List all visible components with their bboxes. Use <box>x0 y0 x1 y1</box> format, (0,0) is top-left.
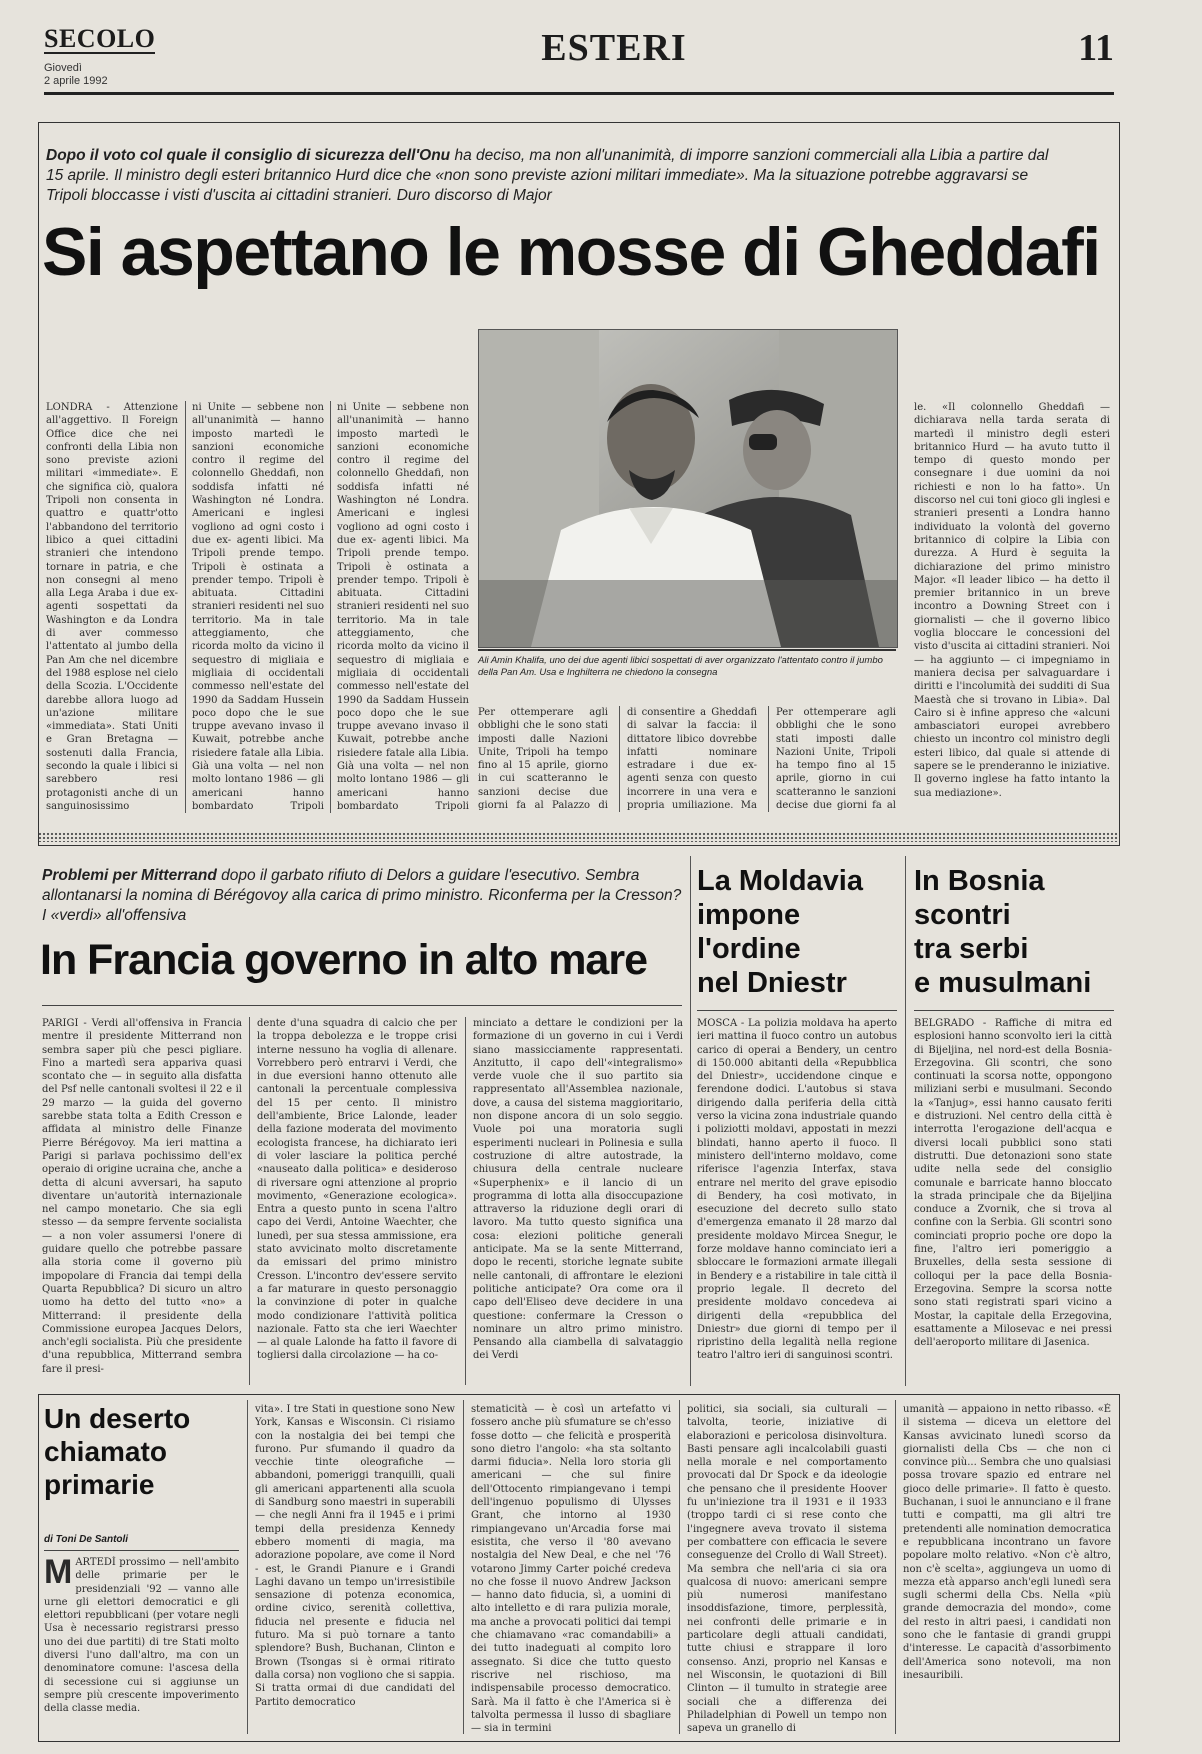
libya-column-4: di consentire a Gheddafi di salvar la faccia: il dittatore libico dovrebbe infatti nominare estradare i due ex- agenti senza con questo incorrere in una vera e propria umiliazione. Ma <box>627 707 757 812</box>
column-rule <box>768 706 769 812</box>
caption-rule <box>478 649 896 651</box>
bosnia-rule <box>914 1010 1114 1011</box>
france-rule <box>42 1005 682 1006</box>
primaries-column-4: politici, sia sociali, sia culturali — talvolta, teorie, iniziative di elaborazioni e pericolosa disinvoltura. Basti pensare agli incalcolabili guasti nella morale e nel comportamento provocati dal Dr Spock e da ideologie che pensano che il presidente Hoover fu un'iniezione tra il 1931 e il 1933 (troppo tardi ci si rese conto che l'ingegnere aveva trovato il sistema per combattere con efficacia le severe conseguenze del Crollo di Wall Street). Ma sembra che nell'aria ci sia ora qualcosa di nuovo: americani sempre più numerosi manifestano insoddisfazione, timore, perplessità, nei confronti delle primarie e in particolare degli attuali candidati, tutte chiusi e strappare il loro consenso. Anzi, proprio nel Kansas e nel Wisconsin, le quotazioni di Bill Clinton — il tumulto in strategie aree sociali che a differenza dei Philadelphian di Powell un tempo non sapeva un granello di <box>687 1404 887 1734</box>
libya-column-1: LONDRA - Attenzione all'aggettivo. Il Foreign Office dice che nei confronti della Libia non sono previste azioni militari «immediate». E che significa ciò, qualora Tripoli non consenta in quattro e quattr'otto l'abbandono del territorio libico a quei cittadini stranieri che intendono tornare in patria, e che non consegni al meno alla Lega Araba i due ex- agenti sospettati da Washington e da Londra di aver commesso l'attentato al jumbo della Pan Am che nel dicembre del 1988 esplose nel cielo della Scozia. L'Occidente darebbe allora luogo ad un'azione militare «immediata». Stati Uniti e Gran Bretagna — sostenuti dalla Francia, secondo la quale i libici si sarebbero resi protagonisti anche di un sanguinosissimo <box>46 402 178 811</box>
primaries-headline-line-2: chiamato <box>44 1436 167 1467</box>
issue-day: Giovedì <box>44 62 82 74</box>
column-rule <box>463 1400 464 1734</box>
primaries-byline: di Toni De Santoli <box>44 1534 129 1545</box>
issue-date: 2 aprile 1992 <box>44 75 108 87</box>
primaries-column-3: stematicità — è così un artefatto vi fossero anche più sfumature se ch'esso fosse dotto — che felicità e prosperità sono dietro l'angolo: «ha sta soltanto darmi fiducia». Nella loro storia gli americani — che sul finire dell'Ottocento rimpiangevano i tempi dell'ingenuo populismo di Ulysses Grant, che intorno al 1930 rimpiangevano un'Arcadia forse mai esistita, che verso il '80 avevano nostalgia del New Deal, e che nel '76 votarono Jimmy Carter poiché credeva no che fosse il nuovo Andrew Jackson — hanno dato fiducia, sì, a uomini di alto intelletto e di rara pulizia morale, ma anche a provocati politici dai tempi che chiamavano «rac comandabili» a dei tutto inadeguati al compito loro assegnato. Si dice che tutto questo riscrive nel rischioso, ma indispensabile processo democratico. Sarà. Ma il fatto è che l'America si è talvolta permessa il lusso di sbagliare — sia in termini <box>471 1404 671 1734</box>
column-rule <box>330 401 331 813</box>
photo-caption: Ali Amin Khalifa, uno dei due agenti libici sospettati di aver organizzato l'attentato contro il jumbo della Pan Am. Usa e Inghilterra ne chiedono la consegna <box>478 655 883 678</box>
column-rule <box>619 706 620 812</box>
primaries-headline-line-1: Un deserto <box>44 1403 191 1434</box>
moldova-body: MOSCA - La polizia moldava ha aperto ieri mattina il fuoco contro un autobus carico di operai a Bendery, un centro di 150.000 abitanti della «Repubblica del Dniestr», uccidendone cinque e ferendone dodici. L'autobus si stava dirigendo dalla periferia della città verso la vicina zona industriale quando i poliziotti moldavi, appostati in mezzi blindati, hanno aperto il fuoco. Il ministero dell'interno moldavo, come riferisce l'agenzia Interfax, stava entrare nel merito del grave episodio di Bendery, ha così motivato, in esecuzione del decreto sullo stato d'emergenza emanato il 28 marzo dal presidente moldavo Mircea Snegur, le forze moldave hanno cominciato ieri a sbloccare le formazioni armate illegali in Bendery e a ristabilire in tale città il proprio legale. Il decreto del presidente moldavo concedeva ai dirigenti della «repubblica del Dniestr» due giorni di tempo per il ripristino della legalità nella regione teatro l'altro ieri di sanguinosi scontri. <box>697 1018 897 1362</box>
column-rule <box>690 856 691 1386</box>
bosnia-body: BELGRADO - Raffiche di mitra ed esplosioni hanno sconvolto ieri la città di Bijeljina, nel nord-est della Bosnia-Erzegovina. Gli scontri, che sono continuati la scorsa notte, oppongono miliziani serbi e musulmani. Secondo la «Tanjug», essi hanno causato feriti e distruzioni. Nel centro della città è interrotta l'erogazione dell'acqua e diversi locali pubblici sono stati distrutti. Due detonazioni sono state udite nella sede del consiglio comunale e barricate hanno bloccato la strada principale che da Bijeljina conduce a Zvornik, che si trova al confine con la Serbia. Gli scontri sono cominciati proprio poche ore dopo la fine, l'altro ieri pomeriggio a Bruxelles, della sesta sessione di colloqui per la pace della Bosnia-Erzegovina. Sempre la scorsa notte sono stati registrati spari vicino a Mostar, la capitale della Erzegovina, esattamente a Milosevac e nei pressi dell'aeroporto militare di Jasenica. <box>914 1018 1112 1349</box>
column-rule <box>465 1017 466 1385</box>
moldova-headline-line-3: l'ordine <box>697 933 801 965</box>
masthead <box>44 22 1114 95</box>
bosnia-headline-line-1: In Bosnia <box>914 865 1045 897</box>
column-rule <box>247 1400 248 1734</box>
byline-rule <box>44 1550 239 1551</box>
france-headline: In Francia governo in alto mare <box>40 936 647 984</box>
libya-kicker-text: ha deciso, ma non all'unanimità, di imporre sanzioni commerciali alla Libia a partire dal 15 aprile. Il ministro degli esteri britannico Hurd dice che «non sono previste azioni militari immediate». Ma la situazione potrebbe aggravarsi se Tripoli bloccasse i visti d'uscita ai cittadini stranieri. Duro discorso di Major <box>46 147 1049 204</box>
column-rule <box>895 1400 896 1734</box>
france-kicker <box>42 866 687 926</box>
libya-column-4b: Per ottemperare agli obblighi che le sono stati imposti dalle Nazioni Unite, Tripoli ha tempo fino al 15 aprile, giorno in cui scatteranno le sanzioni decise due giorni fa al <box>776 707 896 812</box>
column-rule <box>249 1017 250 1385</box>
separator-band <box>38 832 1118 842</box>
libya-column-2b: ni Unite — sebbene non all'unanimità — hanno imposto martedì le sanzioni economiche contro il regime del colonnello Gheddafi, non soddisfa infatti né Washington né Londra. Americani e inglesi vogliono ad ogni costo i due ex- agenti libici. Ma Tripoli prende tempo. Tripoli è ostinata a prender tempo. Tripoli è abituata. Cittadini stranieri residenti nel suo territorio. Ma in tale atteggiamento, che ricorda molto da vicino il sequestro di migliaia e migliaia di occidentali commesso nell'estate del 1990 da Saddam Hussein poco dopo che le sue truppe avevano invaso il Kuwait, potrebbe anche risiedere fatale alla Libia. Già una volta — nel non molto lontano 1986 — gli americani hanno bombardato Tripoli <box>337 402 469 811</box>
france-column-3: minciato a dettare le condizioni per la formazione di un governo in cui i Verdi siano massicciamente rappresentati. Anzitutto, il capo dell'«integralismo» verde vuole che il suo partito sia rappresentato all'Assemblea nazionale, dove, a causa del sistema maggioritario, non dispone ancora di un solo seggio. Vuole poi una moratoria sugli esperimenti nucleari in Polinesia e sulla costruzione di altre autostrade, la chiusura della centrale nucleare «Superphenix» e il lancio di un programma di lotta alla disoccupazione attraverso la riduzione degli orari di lavoro. Ma tutto questo significa una cosa: elezioni politiche generali anticipate. Ma se la sente Mitterrand, dopo le recenti, storiche legnate subite nelle cantonali, di affrontare le elezioni politiche anticipate? Ora come ora il capo dell'Eliseo deve decidere in una questione: confermare la Cresson o nominare un altro primo ministro. Pensando alla ciambella di salvataggio dei Verdi <box>473 1018 683 1362</box>
libya-column-3: Per ottemperare agli obblighi che le sono stati imposti dalle Nazioni Unite, Tripoli ha tempo fino al 15 aprile, giorno in cui scatteranno le sanzioni decise due giorni fa al Palazzo di <box>478 707 608 812</box>
moldova-rule <box>697 1010 897 1011</box>
newspaper-name: SECOLO <box>44 24 156 53</box>
moldova-headline-line-1: La Moldavia <box>697 865 863 897</box>
column-rule <box>185 401 186 813</box>
france-column-1: PARIGI - Verdi all'offensiva in Francia mentre il presidente Mitterrand non sembra saper più che pesci pigliare. Fino a martedì sera appariva quasi scontato che — in seguito alla disfatta del Psf nelle cantonali svoltesi il 22 e il 29 marzo — la guida del governo sarebbe stata tolta a Edith Cresson e affidata al ministro delle Finanze Pierre Bérégovoy. Ma ieri mattina a Parigi si parlava pochissimo dell'ex operaio di origine ucraina che, anche a detta di alcuni avversari, ha saputo diventare un'autorità internazionale nel campo monetario. Che sia egli stesso — da sempre fervente socialista — a non voler assumersi l'onere di guidare quello che potrebbe passare alla storia come il governo più impopolare di Francia dai tempi della Quarta Repubblica? Di sicuro un altro uomo ha detto del tutto «no» a Mitterrand: il presidente della Commissione europea Jacques Delors, anch'egli socialista. Più che presidente d'una repubblica, Mitterrand sembra fare il presi- <box>42 1018 242 1375</box>
drop-cap: M <box>44 1556 73 1591</box>
france-column-2: dente d'una squadra di calcio che per la troppa debolezza e le troppe crisi interne nessuno ha voglia di allenare. Vorrebbero però entrarvi i Verdi, che in due eversioni hanno ottenuto alle cantonali la percentuale complessiva del 15 per cento. Il ministro dell'ambiente, Brice Lalonde, leader della fazione moderata del movimento ecologista francese, ha dichiarato ieri di voler lasciare la politica perché «nauseato dalla politica» e desideroso di riversare ogni attenzione al proprio movimento, «Generazione ecologica». Entra a questo punto in scena l'altro capo dei Verdi, Antoine Waechter, che lunedì, per sua stessa ammissione, era stato avvicinato molto discretamente da emissari del primo ministro Cresson. L'incontro dev'essere servito a far maturare in questo personaggio la convinzione di poter in qualche modo condizionare l'attività politica nazionale. Fatto sta che ieri Waechter — al quale Lalonde ha fatto il favore di togliersi dalla circolazione — ha co- <box>257 1018 457 1362</box>
libya-kicker <box>46 146 1066 206</box>
primaries-column-1-text: ARTEDÌ prossimo — nell'ambito delle primarie per le presidenziali '92 — vanno alle urne gli elettori democratici e gli elettori repubblicani (per votare negli Usa è necessario registrarsi presso uno dei due partiti) di tre Stati molto diversi l'uno dall'altro, ma con un denominatore comune: l'ascesa della di secessione cui si aggiunse un sempre più crescente impoverimento della classe media. <box>44 1557 239 1715</box>
bosnia-headline-line-4: e musulmani <box>914 967 1092 999</box>
moldova-headline-line-4: nel Dniestr <box>697 967 847 999</box>
column-rule <box>905 856 906 1386</box>
moldova-headline-line-2: impone <box>697 899 801 931</box>
page-number: 11 <box>1078 27 1114 69</box>
bosnia-headline-line-3: tra serbi <box>914 933 1029 965</box>
bosnia-headline-line-2: scontri <box>914 899 1011 931</box>
photo-image <box>479 330 897 647</box>
libya-photo <box>478 329 898 648</box>
libya-column-5: le. «Il colonnello Gheddafi — dichiarava nella tarda serata di martedì il ministro degli esteri britannico Hurd — ha avuto tutto il tempo di questo mondo per consegnare i due uomini da noi richiesti e non lo ha fatto». Un discorso nel cui toni gioco gli inglesi e stranieri presenti a Londra hanno individuato la volontà del governo britannico di colpire la Libia con durezza. A Hurd è seguita la dichiarazione del primo ministro Major. «Il leader libico — ha detto il premier britannico in un breve incontro a Downing Street con i giornalisti — che il governo libico voglia bloccare le concessioni del visto d'uscita ai cittadini stranieri. Noi — ha aggiunto — ci impegniamo in maniera decisa per salvaguardare i diritti e l'incolumità dei sudditi di Sua Maestà che si trovano in Libia». Dal Cairo si è infine appreso che «alcuni ambasciatori europei avrebbero chiesto un incontro col ministro degli esteri libico, dal quale si attende di sapere se le prenderanno le iniziative. Il governo inglese ha fatto intanto la sua mediazione». <box>914 402 1110 799</box>
primaries-column-5: umanità — appaiono in netto ribasso. «È il sistema — diceva un elettore del Kansas avvicinato lunedì scorso da giornalisti della Cbs — che non ci convince più... Sembra che uno qualsiasi possa trovare spazio ed entrare nel gioco delle primarie». Il fatto è questo. Buchanan, i suoi le annunciano e il frane tutti e compatti, ma gli altri tre pretendenti alle nomination democratica e repubblicana incontrano un favore popolare molto relativo. «Non c'è altro, non c'è scelta», aggiungeva un uomo di mezza età apparso anch'egli lunedì sera sugli schermi della Cbs. Nella «più grande democrazia del mondo», come del resto in altri paesi, i candidati non sono che le fantasie di grandi gruppi d'interesse. Le capacità d'assorbimento dell'America sono notevoli, ma non inesauribili. <box>903 1404 1111 1681</box>
primaries-column-1 <box>44 1556 239 1734</box>
france-kicker-text: dopo il garbato rifiuto di Delors a guidare l'esecutivo. Sembra allontanarsi la nomina di Bérégovoy alla carica di primo ministro. Riconferma per la Cresson? I «verdi» all'offensiva <box>42 867 682 924</box>
france-kicker-lead: Problemi per Mitterrand <box>42 867 217 884</box>
primaries-headline-line-3: primarie <box>44 1469 155 1500</box>
primaries-column-2: vita». I tre Stati in questione sono New York, Kansas e Wisconsin. Ci risiamo con la nostalgia dei bei tempi che furono. Pur sfumando il quadro da vecchie tinte oleografiche — abbandoni, pomeriggi tranquilli, quali gli americani appartenenti alla scuola di Sandburg sono maestri in superabili — che negli Anni fra il 1945 e i primi tempi della presidenza Kennedy ebbero momenti di magia, ma adorazione popolare, ave come il Nord - est, le Grandi Pianure e i Grandi Laghi davano un tempo un'irresistibile sensazione di potenza economica, ordine civico, serenità collettiva, fiducia nel presente e fiducia nel futuro. Ma si può tornare a tanto splendore? Bush, Buchanan, Clinton e Brown (Tsongas si è ormai ritirato dalla corsa) non vogliono che si sappia. Si tratta ormai di due candidati del Partito democratico <box>255 1404 455 1708</box>
libya-headline: Si aspettano le mosse di Gheddafi <box>42 214 1100 290</box>
section-title: ESTERI <box>541 27 687 69</box>
column-rule <box>679 1400 680 1734</box>
libya-column-2: ni Unite — sebbene non all'unanimità — hanno imposto martedì le sanzioni economiche contro il regime del colonnello Gheddafi, non soddisfa infatti né Washington né Londra. Americani e inglesi vogliono ad ogni costo i due ex- agenti libici. Ma Tripoli prende tempo. Tripoli è ostinata a prender tempo. Tripoli è abituata. Cittadini stranieri residenti nel suo territorio. Ma in tale atteggiamento, che ricorda molto da vicino il sequestro di migliaia e migliaia di occidentali commesso nell'estate del 1990 da Saddam Hussein poco dopo che le sue truppe avevano invaso il Kuwait, potrebbe anche risiedere fatale alla Libia. Già una volta — nel non molto lontano 1986 — gli americani hanno bombardato Tripoli <box>192 402 324 811</box>
libya-kicker-lead: Dopo il voto col quale il consiglio di sicurezza dell'Onu <box>46 147 451 164</box>
